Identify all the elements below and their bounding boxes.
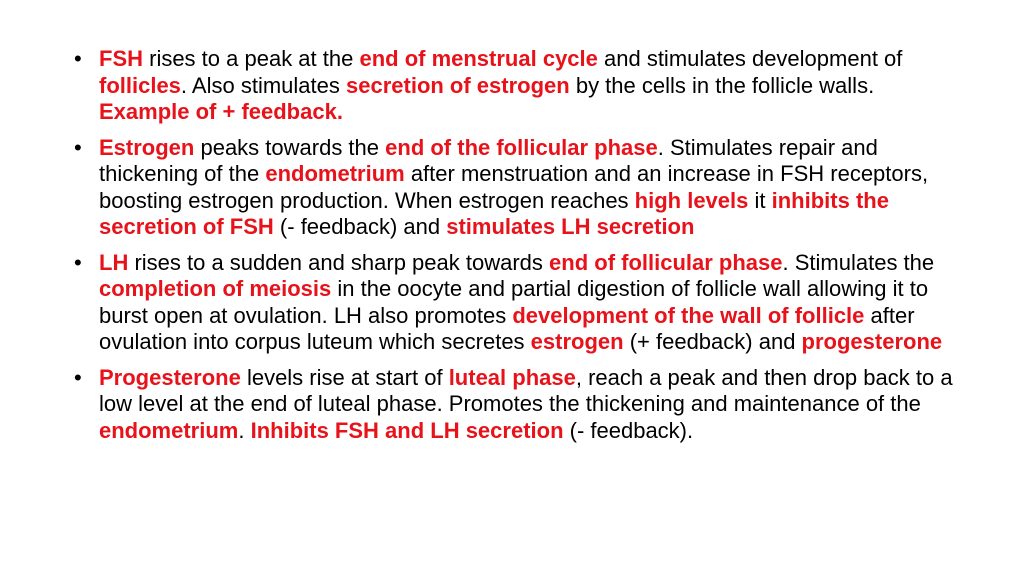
bullet-item-progesterone — [74, 365, 964, 445]
highlighted-term: end of the follicular phase — [385, 134, 658, 160]
highlighted-term: end of follicular phase — [549, 249, 783, 275]
bullet-dot-icon: • — [74, 134, 82, 160]
highlighted-term: high levels — [634, 187, 749, 213]
body-text: by the cells in the follicle walls. — [569, 72, 875, 98]
body-text: , reach a peak and then drop back to a low level at the end of luteal phase. Promotes the thickening and maintenance of the — [99, 364, 953, 416]
body-text: (+ feedback) and — [623, 329, 802, 354]
highlighted-term: Progesterone — [99, 364, 241, 390]
body-text: and stimulates development of — [597, 46, 903, 71]
body-text: peaks towards the — [194, 134, 386, 160]
bullet-item-estrogen — [74, 135, 964, 241]
body-text: rises to a peak at the — [143, 46, 360, 71]
highlighted-term: estrogen — [530, 329, 624, 354]
body-text: . — [238, 417, 251, 443]
bullet-list — [74, 46, 964, 444]
body-text: (- feedback) and — [273, 214, 447, 239]
highlighted-term: end of menstrual cycle — [359, 46, 598, 71]
highlighted-term: endometrium — [265, 161, 405, 186]
highlighted-term: inhibits the secretion of FSH — [99, 187, 889, 239]
bullet-item-lh — [74, 250, 964, 356]
body-text: . Stimulates repair and thickening of the — [99, 134, 878, 186]
highlighted-term: FSH — [99, 46, 143, 71]
highlighted-term: development of the wall of follicle — [512, 302, 865, 328]
bullet-dot-icon: • — [74, 249, 82, 275]
body-text: . Also stimulates — [180, 72, 346, 98]
bullet-dot-icon: • — [74, 46, 82, 71]
body-text: after ovulation into corpus luteum which secretes — [99, 302, 915, 354]
highlighted-term: LH — [99, 249, 129, 275]
highlighted-term: stimulates LH secretion — [446, 214, 695, 239]
highlighted-term: follicles — [99, 72, 181, 98]
body-text: . Stimulates the — [782, 249, 935, 275]
bullet-dot-icon: • — [74, 364, 82, 390]
highlighted-term: progesterone — [801, 329, 943, 354]
highlighted-term: completion of meiosis — [99, 276, 332, 301]
body-text: (- feedback). — [563, 417, 694, 443]
highlighted-term: endometrium — [99, 417, 239, 443]
highlighted-term: Inhibits FSH and LH secretion — [250, 417, 564, 443]
highlighted-term: Estrogen — [99, 134, 195, 160]
body-text: in the oocyte and partial digestion of follicle wall allowing it to burst open at ovulation. LH also promotes — [99, 276, 929, 328]
highlighted-term: secretion of estrogen — [346, 72, 570, 98]
highlighted-term: luteal phase — [448, 364, 576, 390]
highlighted-term: Example of + feedback. — [99, 99, 343, 124]
body-text: rises to a sudden and sharp peak towards — [128, 249, 550, 275]
body-text: levels rise at start of — [240, 364, 449, 390]
body-text: it — [748, 187, 772, 213]
bullet-item-fsh — [74, 46, 964, 126]
body-text: after menstruation and an increase in FSH receptors, boosting estrogen production. When estrogen reaches — [99, 161, 929, 213]
